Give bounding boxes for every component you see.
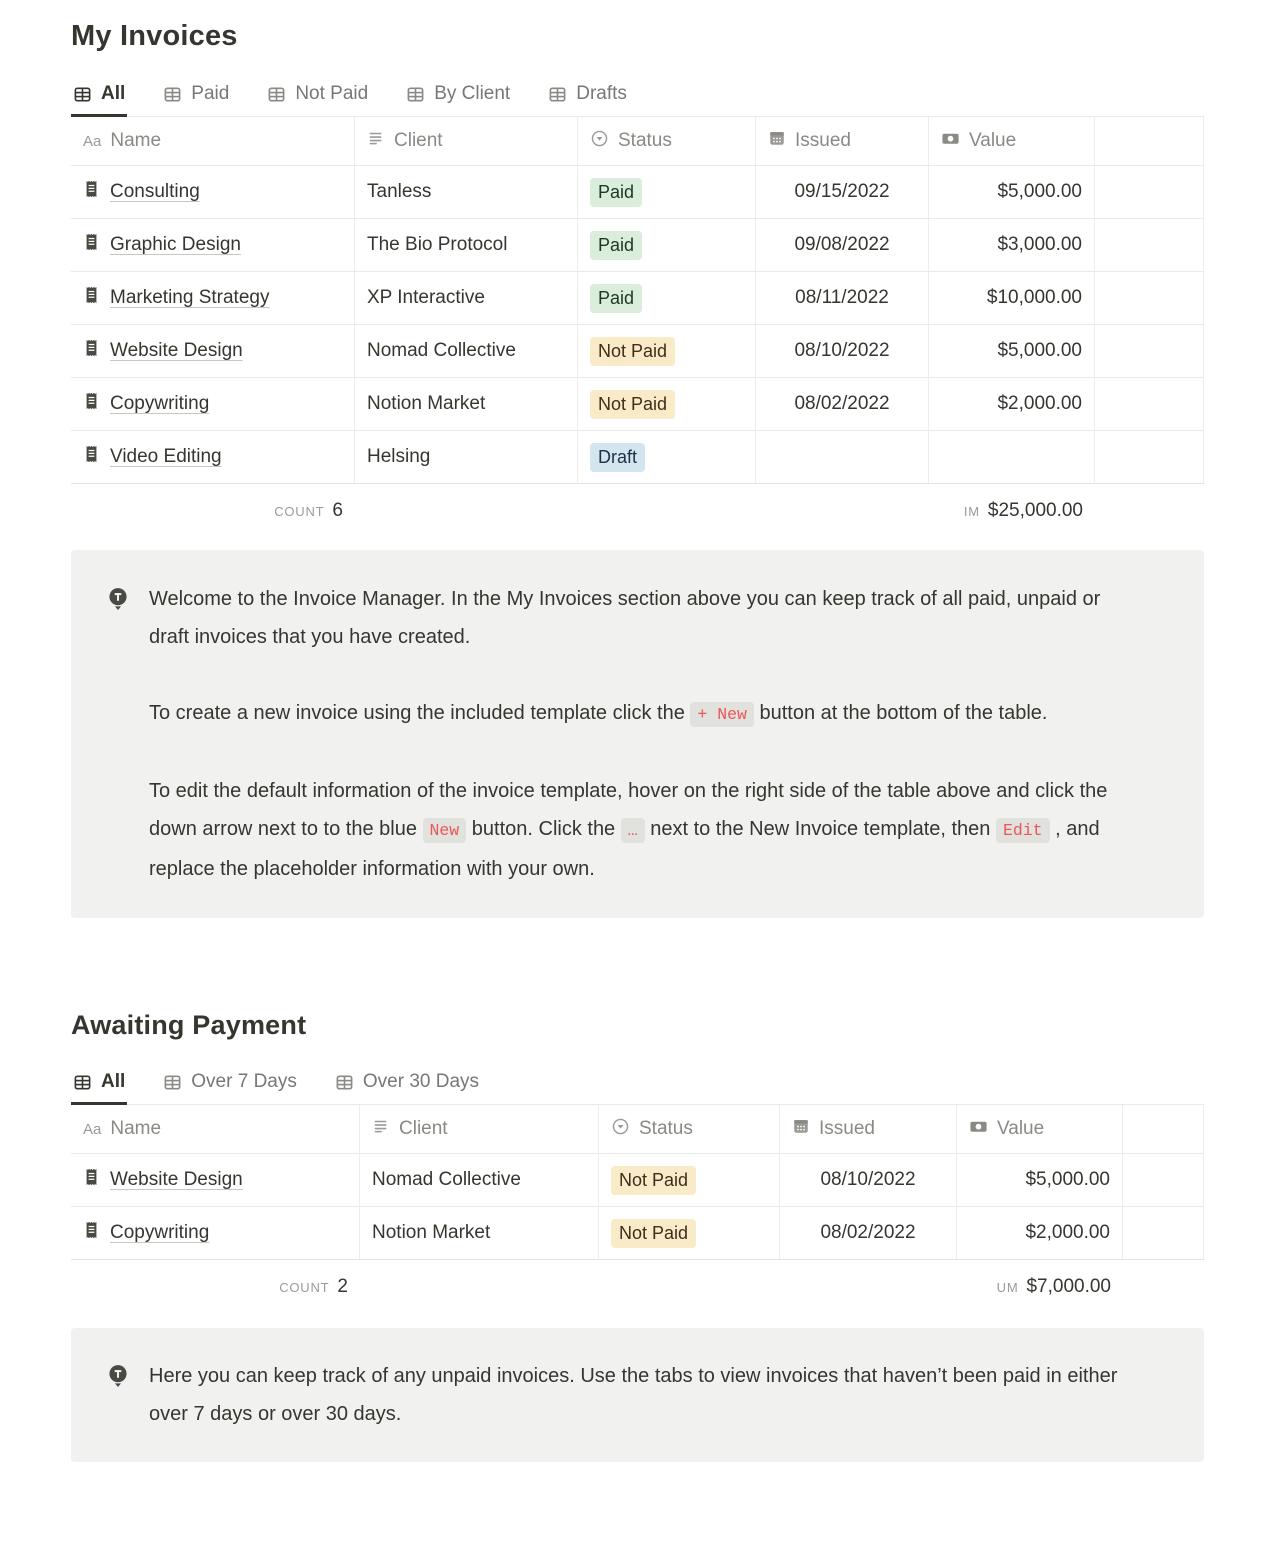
table-view-icon (406, 85, 425, 104)
name-cell[interactable] (71, 166, 355, 218)
status-cell[interactable] (578, 219, 756, 271)
empty-column (1095, 117, 1204, 165)
name-cell[interactable] (71, 431, 355, 483)
table-row (71, 1207, 1204, 1260)
select-property-icon (590, 129, 609, 154)
value-cell[interactable]: $5,000.00 (929, 325, 1095, 377)
invoice-page-link[interactable]: Copywriting (110, 1222, 210, 1243)
client-cell[interactable]: Helsing (355, 431, 578, 483)
table-footer (71, 484, 1204, 538)
calendar-icon (792, 1117, 810, 1141)
table-row (71, 325, 1204, 378)
new-button-code: New (423, 818, 467, 843)
issued-cell[interactable]: 08/02/2022 (756, 378, 929, 430)
receipt-icon (83, 1221, 100, 1245)
status-cell[interactable] (578, 272, 756, 324)
count-value: 2 (337, 1276, 348, 1297)
tab-over-30-days[interactable] (333, 1067, 481, 1105)
table-view-icon (73, 1073, 92, 1092)
name-cell[interactable] (71, 378, 355, 430)
client-cell[interactable]: Notion Market (355, 378, 578, 430)
unpaid-callout (71, 1328, 1204, 1462)
receipt-icon (83, 286, 100, 310)
edit-code: Edit (996, 818, 1050, 843)
invoice-page-link[interactable]: Consulting (110, 181, 200, 202)
status-badge: Not Paid (590, 390, 675, 419)
count-label: COUNT (279, 1279, 330, 1295)
issued-cell[interactable]: 08/02/2022 (780, 1207, 957, 1259)
table-header (71, 1105, 1204, 1154)
status-badge: Not Paid (590, 337, 675, 366)
value-cell[interactable]: $5,000.00 (957, 1154, 1123, 1206)
table-view-icon (335, 1073, 354, 1092)
table-footer (71, 1260, 1204, 1314)
value-cell[interactable] (929, 431, 1095, 483)
invoice-page-link[interactable]: Copywriting (110, 393, 210, 414)
status-cell[interactable] (578, 325, 756, 377)
banknote-icon (969, 1117, 988, 1142)
awaiting-payment-title: Awaiting Payment (71, 1010, 307, 1040)
tab-over-7-days[interactable] (161, 1067, 299, 1105)
tab-drafts[interactable] (546, 79, 629, 117)
name-cell[interactable] (71, 325, 355, 377)
value-cell[interactable]: $2,000.00 (929, 378, 1095, 430)
page-title: My Invoices (71, 20, 238, 52)
client-cell[interactable]: Notion Market (360, 1207, 599, 1259)
empty-cell (1095, 272, 1204, 324)
client-cell[interactable]: XP Interactive (355, 272, 578, 324)
lightbulb-icon (105, 586, 131, 621)
status-cell[interactable] (578, 431, 756, 483)
issued-cell[interactable]: 08/10/2022 (756, 325, 929, 377)
table-row (71, 272, 1204, 325)
column-header-status[interactable]: Status (578, 117, 756, 165)
ellipsis-code: … (621, 818, 645, 843)
receipt-icon (83, 233, 100, 257)
status-badge: Paid (590, 284, 642, 313)
status-badge: Paid (590, 178, 642, 207)
invoice-page-link[interactable]: Marketing Strategy (110, 287, 270, 308)
tab-label: By Client (434, 83, 511, 104)
issued-cell[interactable]: 08/10/2022 (780, 1154, 957, 1206)
tab-label: Paid (191, 83, 230, 104)
name-cell[interactable] (71, 1207, 360, 1259)
tab-not-paid[interactable] (265, 79, 370, 117)
lines-icon (367, 129, 385, 153)
count-value: 6 (332, 500, 343, 521)
table-view-icon (163, 85, 182, 104)
column-header-client[interactable]: Client (360, 1105, 599, 1153)
table-body (71, 166, 1204, 484)
issued-cell[interactable] (756, 431, 929, 483)
receipt-icon (83, 445, 100, 469)
client-cell[interactable]: Nomad Collective (355, 325, 578, 377)
count-aggregate[interactable] (71, 1260, 360, 1314)
sum-aggregate[interactable] (929, 484, 1095, 538)
welcome-callout (71, 550, 1204, 918)
table-row (71, 431, 1204, 484)
count-label: COUNT (274, 503, 325, 519)
status-cell[interactable] (578, 378, 756, 430)
invoices-table (71, 117, 1204, 538)
invoice-page-link[interactable]: Website Design (110, 340, 243, 361)
status-cell[interactable] (599, 1154, 780, 1206)
table-view-icon (73, 85, 92, 104)
invoices-tab-bar (71, 79, 1204, 117)
client-cell[interactable]: The Bio Protocol (355, 219, 578, 271)
column-header-name[interactable]: Aa Name (71, 117, 355, 165)
tab-label: All (101, 83, 126, 104)
calendar-icon (768, 129, 786, 153)
receipt-icon (83, 392, 100, 416)
callout-text (149, 580, 1126, 888)
status-badge: Not Paid (611, 1219, 696, 1248)
table-row (71, 166, 1204, 219)
table-header (71, 117, 1204, 166)
column-header-value[interactable]: Value (929, 117, 1095, 165)
column-header-issued[interactable]: Issued (780, 1105, 957, 1153)
text-property-icon: Aa (83, 1120, 102, 1138)
empty-cell (1095, 378, 1204, 430)
status-cell[interactable] (599, 1207, 780, 1259)
client-cell[interactable]: Nomad Collective (360, 1154, 599, 1206)
issued-cell[interactable]: 09/08/2022 (756, 219, 929, 271)
empty-cell (1123, 1154, 1204, 1206)
tab-by-client[interactable] (404, 79, 512, 117)
invoice-page-link[interactable]: Website Design (110, 1169, 243, 1190)
column-header-name[interactable]: Aa Name (71, 1105, 360, 1153)
value-cell[interactable]: $3,000.00 (929, 219, 1095, 271)
name-cell[interactable] (71, 272, 355, 324)
lines-icon (372, 1117, 390, 1141)
empty-cell (1095, 219, 1204, 271)
select-property-icon (611, 1117, 630, 1142)
table-view-icon (163, 1073, 182, 1092)
tab-all[interactable] (71, 1067, 127, 1105)
client-cell[interactable]: Tanless (355, 166, 578, 218)
lightbulb-icon (105, 1363, 131, 1398)
column-header-value[interactable]: Value (957, 1105, 1123, 1153)
name-cell[interactable] (71, 219, 355, 271)
awaiting-table (71, 1105, 1204, 1314)
value-cell[interactable]: $10,000.00 (929, 272, 1095, 324)
tab-label: Drafts (576, 83, 627, 104)
empty-column (1123, 1105, 1204, 1153)
sum-value: $25,000.00 (987, 500, 1083, 521)
value-cell[interactable]: $5,000.00 (929, 166, 1095, 218)
sum-aggregate[interactable] (957, 1260, 1123, 1314)
receipt-icon (83, 180, 100, 204)
banknote-icon (941, 129, 960, 154)
invoice-page-link[interactable]: Graphic Design (110, 234, 241, 255)
receipt-icon (83, 339, 100, 363)
column-header-client[interactable]: Client (355, 117, 578, 165)
text-property-icon: Aa (83, 132, 102, 150)
sum-label: IM (963, 503, 980, 519)
callout-text (149, 1357, 1126, 1433)
status-badge: Paid (590, 231, 642, 260)
tab-all[interactable] (71, 79, 127, 117)
sum-value: $7,000.00 (1026, 1276, 1111, 1297)
receipt-icon (83, 1168, 100, 1192)
table-row (71, 378, 1204, 431)
new-button-code: + New (690, 702, 754, 727)
status-badge: Draft (590, 443, 645, 472)
table-view-icon (548, 85, 567, 104)
sum-label: UM (996, 1279, 1019, 1295)
tab-paid[interactable] (161, 79, 231, 117)
value-cell[interactable]: $2,000.00 (957, 1207, 1123, 1259)
column-header-issued[interactable]: Issued (756, 117, 929, 165)
issued-cell[interactable]: 09/15/2022 (756, 166, 929, 218)
callout-paragraph: To create a new invoice using the included template click the + New button at the bottom of the table. (149, 694, 1126, 734)
tab-label: Over 30 Days (362, 1071, 480, 1092)
status-cell[interactable] (578, 166, 756, 218)
column-header-status[interactable]: Status (599, 1105, 780, 1153)
name-cell[interactable] (71, 1154, 360, 1206)
callout-paragraph: To edit the default information of the invoice template, hover on the right side of the table above and click the down arrow next to to the blue New button. Click the … next to the New Invoice template, then Edit , and replace the placeholder information with your own. (149, 780, 1108, 880)
callout-paragraph: Here you can keep track of any unpaid invoices. Use the tabs to view invoices that haven’t been paid in either over 7 days or over 30 days. (149, 1365, 1118, 1425)
callout-paragraph: Welcome to the Invoice Manager. In the My Invoices section above you can keep track of all paid, unpaid or draft invoices that you have created. (149, 588, 1101, 648)
empty-cell (1095, 166, 1204, 218)
invoice-page-link[interactable]: Video Editing (110, 446, 222, 467)
count-aggregate[interactable] (71, 484, 355, 538)
empty-cell (1123, 1207, 1204, 1259)
table-row (71, 1154, 1204, 1207)
table-body (71, 1154, 1204, 1260)
table-row (71, 219, 1204, 272)
status-badge: Not Paid (611, 1166, 696, 1195)
issued-cell[interactable]: 08/11/2022 (756, 272, 929, 324)
awaiting-tab-bar (71, 1067, 1204, 1105)
empty-cell (1095, 431, 1204, 483)
tab-label: Not Paid (295, 83, 369, 104)
table-view-icon (267, 85, 286, 104)
empty-cell (1095, 325, 1204, 377)
tab-label: Over 7 Days (191, 1071, 297, 1092)
tab-label: All (101, 1071, 126, 1092)
